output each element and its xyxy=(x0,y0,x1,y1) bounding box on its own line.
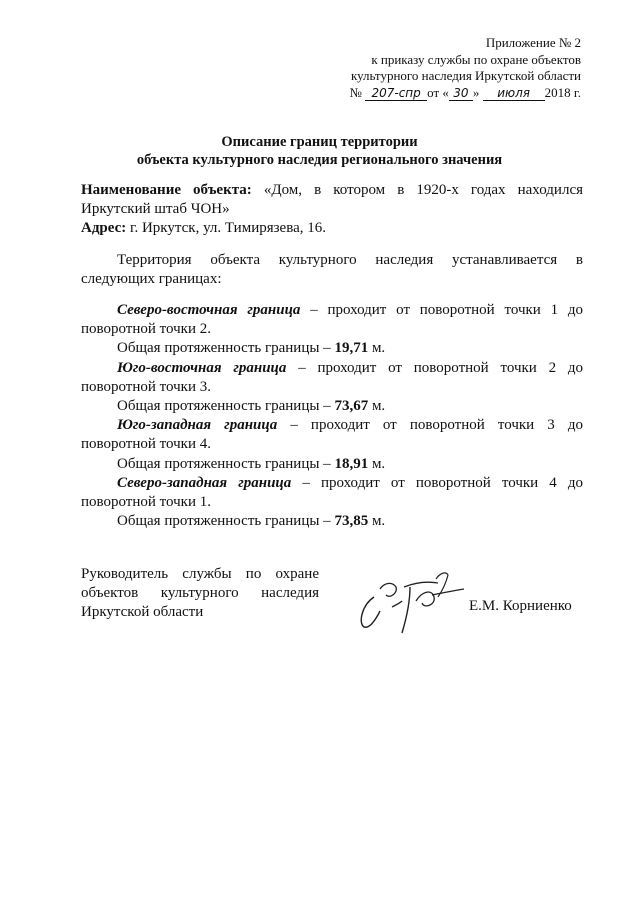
position-line-1: Руководитель службы по охране xyxy=(81,566,319,582)
boundary-continuation: поворотной точки 4. xyxy=(81,436,211,453)
position-line-3: Иркутской области xyxy=(81,604,204,620)
length-unit: м. xyxy=(371,455,386,472)
address-label: Адрес: xyxy=(81,220,127,237)
boundary-text: – проходит от поворотной точки 1 до xyxy=(310,302,583,318)
handwritten-signature xyxy=(352,565,472,640)
boundary-length xyxy=(81,339,583,358)
boundary-line xyxy=(81,416,583,435)
from-word: от « xyxy=(427,84,449,100)
appendix-line-2: к приказу службы по охране объектов xyxy=(371,51,581,67)
length-label: Общая протяженность границы – xyxy=(117,513,331,530)
length-unit: м. xyxy=(371,513,386,530)
boundary-length xyxy=(81,455,583,474)
length-label: Общая протяженность границы – xyxy=(117,398,331,415)
boundary-name: Северо-западная граница xyxy=(117,474,292,491)
quote-close: » xyxy=(472,84,480,100)
boundary-text: – проходит от поворотной точки 3 до xyxy=(290,417,584,434)
territory-line-2: следующих границах: xyxy=(81,271,222,288)
boundary-length xyxy=(81,512,583,531)
territory-paragraph xyxy=(81,251,583,289)
boundary-southwest xyxy=(81,416,583,474)
boundary-northwest xyxy=(81,474,583,532)
boundary-continuation: поворотной точки 1. xyxy=(81,494,211,511)
number-sign: № xyxy=(349,84,362,100)
boundary-southeast xyxy=(81,359,583,417)
boundary-line xyxy=(81,359,583,378)
signatory-name: Е.М. Корниенко xyxy=(469,598,572,614)
boundary-text: – проходит от поворотной точки 4 до xyxy=(302,474,583,491)
signatory-position xyxy=(81,565,319,622)
boundary-name: Юго-восточная граница xyxy=(117,359,287,376)
title-line-2: объекта культурного наследия регионального значения xyxy=(136,152,503,168)
territory-line-1: Территория объекта культурного наследия устанавливается в xyxy=(117,252,583,268)
length-value: 19,71 xyxy=(334,340,369,357)
boundary-continuation: поворотной точки 2. xyxy=(81,321,211,338)
length-label: Общая протяженность границы – xyxy=(117,455,331,472)
appendix-line-3: культурного наследия Иркутской области xyxy=(350,68,581,83)
object-name xyxy=(81,181,583,219)
position-line-2: объектов культурного наследия xyxy=(81,585,319,601)
boundary-name: Северо-восточная граница xyxy=(117,302,301,318)
title-line-1: Описание границ территории xyxy=(221,134,418,150)
object-info xyxy=(81,181,583,239)
order-number-line xyxy=(281,85,581,102)
length-value: 18,91 xyxy=(334,455,369,472)
boundary-length xyxy=(81,397,583,416)
boundary-text: – проходит от поворотной точки 2 до xyxy=(298,359,583,376)
length-label: Общая протяженность границы – xyxy=(117,340,331,357)
object-name-label: Наименование объекта: xyxy=(81,182,252,198)
order-number-handwritten: 207-спр xyxy=(365,87,427,101)
boundary-continuation: поворотной точки 3. xyxy=(81,378,211,395)
boundary-name: Юго-западная граница xyxy=(117,417,278,434)
boundary-line xyxy=(81,301,583,320)
length-unit: м. xyxy=(371,398,386,415)
order-day-handwritten: 30 xyxy=(449,87,473,101)
order-year: 2018 г. xyxy=(544,84,581,100)
boundary-line xyxy=(81,474,583,493)
appendix-line-1: Приложение № 2 xyxy=(485,35,581,50)
order-month-handwritten: июля xyxy=(483,87,545,101)
address-value: г. Иркутск, ул. Тимирязева, 16. xyxy=(130,220,327,237)
length-value: 73,85 xyxy=(334,513,369,530)
length-unit: м. xyxy=(371,340,386,357)
boundaries-list xyxy=(81,301,583,531)
object-address xyxy=(81,219,583,238)
boundary-northeast xyxy=(81,301,583,359)
document-title xyxy=(0,133,639,169)
object-name-value: «Дом, в котором в 1920-х годах находился Иркутский штаб ЧОН» xyxy=(81,182,584,218)
appendix-header xyxy=(281,35,581,101)
length-value: 73,67 xyxy=(334,398,369,415)
